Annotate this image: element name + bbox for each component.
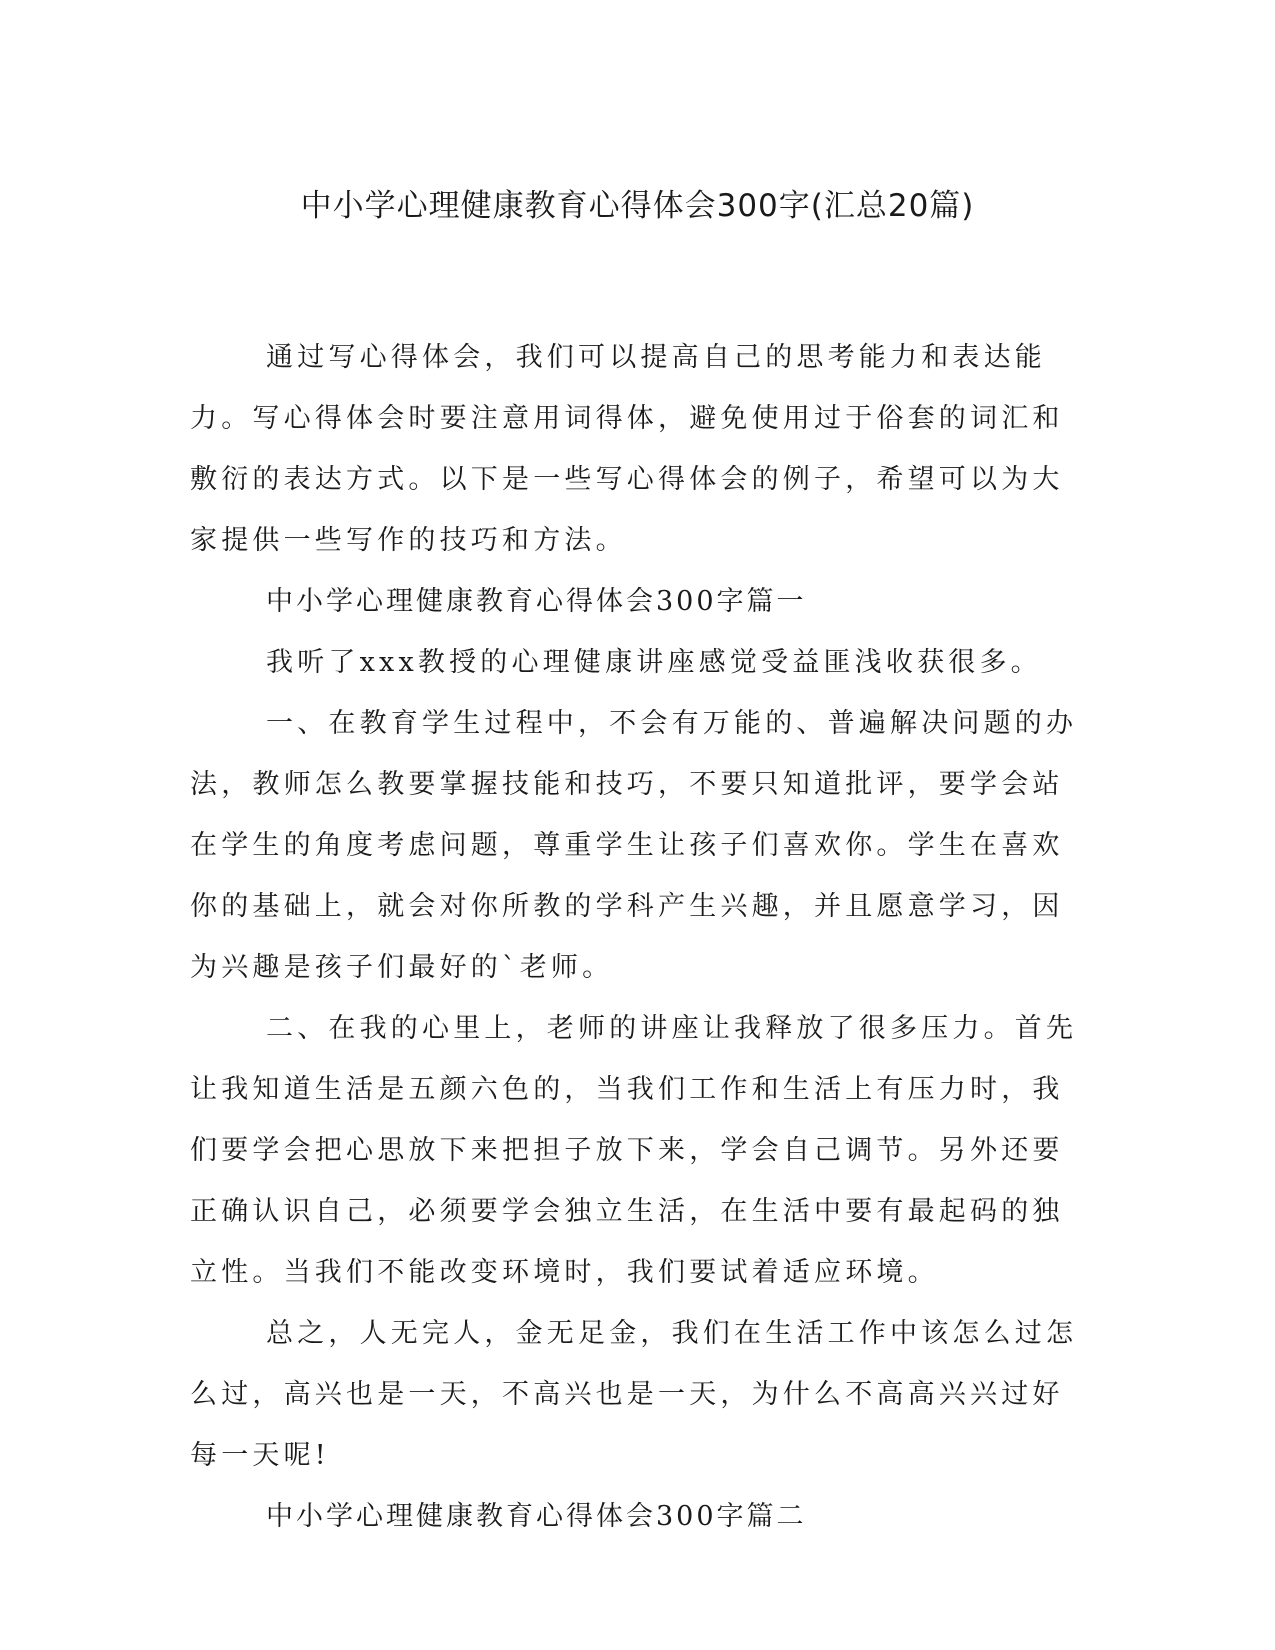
body-paragraph: 二、在我的心里上，老师的讲座让我释放了很多压力。首先让我知道生活是五颜六色的，当我们工作和生活上有压力时，我们要学会把心思放下来把担子放下来，学会自己调节。另外还要正确认识自己，必须要学会独立生活，在生活中要有最起码的独立性。当我们不能改变环境时，我们要试着适应环境。 (190, 1013, 1078, 1288)
body-paragraph: 一、在教育学生过程中，不会有万能的、普遍解决问题的办法，教师怎么教要掌握技能和技巧，不要只知道批评，要学会站在学生的角度考虑问题，尊重学生让孩子们喜欢你。学生在喜欢你的基础上，就会对你所教的学科产生兴趣，并且愿意学习，因为兴趣是孩子们最好的`老师。 (190, 708, 1078, 983)
body-paragraph: 我听了xxx教授的心理健康讲座感觉受益匪浅收获很多。 (266, 647, 1042, 678)
body-paragraph: 总之，人无完人，金无足金，我们在生活工作中该怎么过怎么过，高兴也是一天，不高兴也是一天，为什么不高高兴兴过好每一天呢! (190, 1318, 1078, 1471)
intro-paragraph: 通过写心得体会，我们可以提高自己的思考能力和表达能力。写心得体会时要注意用词得体，避免使用过于俗套的词汇和敷衍的表达方式。以下是一些写心得体会的例子，希望可以为大家提供一些写作的技巧和方法。 (190, 342, 1064, 556)
document-body (190, 327, 1080, 1547)
section-heading-2: 中小学心理健康教育心得体会300字篇二 (266, 1501, 807, 1532)
document-title: 中小学心理健康教育心得体会300字(汇总20篇) (300, 188, 975, 224)
section-heading-1: 中小学心理健康教育心得体会300字篇一 (266, 586, 807, 617)
